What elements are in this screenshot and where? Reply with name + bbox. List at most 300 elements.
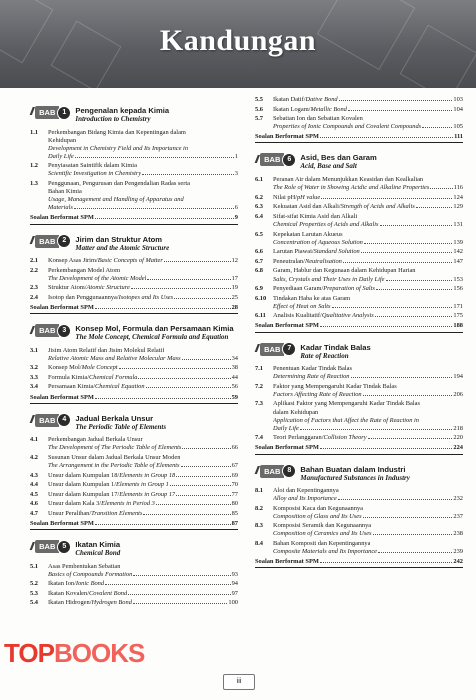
entry-body bbox=[48, 347, 238, 363]
toc-text bbox=[48, 510, 142, 518]
toc-line bbox=[48, 481, 238, 489]
toc-line bbox=[273, 276, 463, 284]
toc-line bbox=[48, 383, 238, 391]
entry-title-en: Elements in Period 3 bbox=[101, 500, 155, 508]
page-ref: 103 bbox=[453, 96, 463, 103]
toc-entry bbox=[30, 162, 238, 178]
toc-line bbox=[48, 374, 238, 382]
toc-text bbox=[273, 312, 374, 320]
toc-text: Aplikasi Faktor yang Mempengaruhi Kadar Tindak Balas bbox=[273, 400, 420, 408]
toc-line bbox=[273, 513, 463, 521]
page-ref: 206 bbox=[453, 390, 463, 398]
page-ref: 80 bbox=[231, 500, 238, 508]
leader-dots bbox=[95, 524, 231, 525]
toc-entry bbox=[30, 129, 238, 161]
entry-body bbox=[48, 491, 238, 499]
entry-body bbox=[273, 176, 463, 192]
entry-body bbox=[48, 563, 238, 579]
toc-line bbox=[48, 145, 238, 153]
section-number: 5.2 bbox=[30, 580, 38, 588]
entry-body bbox=[48, 129, 238, 161]
toc-line bbox=[273, 373, 463, 381]
leader-dots bbox=[351, 377, 453, 378]
toc-line bbox=[48, 590, 238, 598]
spm-label: Soalan Berformat SPM bbox=[30, 214, 94, 222]
toc-text: Kehidupan bbox=[48, 136, 77, 144]
chapter-titles bbox=[300, 153, 463, 171]
entry-title-en: Strength of Acids and Alkalis bbox=[340, 203, 415, 211]
toc-text: The Development of the Atomic Model bbox=[48, 274, 147, 282]
toc-right-column bbox=[255, 96, 463, 570]
page-ref: 104 bbox=[453, 105, 463, 113]
toc-entry bbox=[30, 267, 238, 283]
chapter-number: 7 bbox=[282, 342, 296, 356]
toc-entry bbox=[255, 434, 463, 442]
toc-line bbox=[48, 196, 238, 204]
toc-text bbox=[273, 203, 415, 211]
toc-text: Sifat-sifat Kimia Asid dan Alkali bbox=[273, 212, 358, 220]
entry-title-en: Dative Bond bbox=[305, 96, 338, 103]
chapter-heading bbox=[30, 324, 238, 342]
leader-dots bbox=[338, 499, 453, 500]
entry-title-ms: Ikatan Hidrogen/ bbox=[48, 599, 92, 607]
entry-title-en: Chemical Equation bbox=[95, 383, 145, 391]
toc-text: Susunan Unsur dalam Jadual Berkala Unsur Moden bbox=[48, 453, 181, 461]
toc-line bbox=[48, 472, 238, 480]
spm-questions-line bbox=[30, 214, 238, 224]
toc-line bbox=[273, 184, 463, 192]
toc-entry bbox=[30, 364, 238, 372]
toc-text: The Role of Water in Showing Acidic and Alkaline Properties bbox=[273, 184, 430, 192]
toc-line bbox=[48, 180, 238, 188]
toc-entry bbox=[255, 96, 463, 104]
page-ref: 19 bbox=[231, 284, 238, 292]
section-number: 4.6 bbox=[30, 500, 38, 508]
spm-questions-line bbox=[30, 304, 238, 314]
chapter-titles bbox=[300, 465, 463, 483]
entry-title-en: Transition Elements bbox=[91, 509, 143, 517]
leader-dots bbox=[181, 466, 231, 467]
leader-dots bbox=[128, 594, 230, 595]
page-ref: 156 bbox=[453, 285, 463, 293]
slash-icon: // bbox=[30, 106, 33, 119]
leader-dots bbox=[146, 387, 231, 388]
entry-title-en: Elements in Group 17 bbox=[119, 490, 176, 498]
chapter-heading bbox=[30, 235, 238, 253]
page-ref: 139 bbox=[453, 238, 463, 246]
toc-line bbox=[273, 400, 463, 408]
entry-body bbox=[273, 383, 463, 399]
section-number: 8.3 bbox=[255, 522, 263, 530]
toc-line bbox=[273, 123, 463, 131]
toc-text: Komposisi Seramik dan Kegunaannya bbox=[273, 522, 372, 530]
chapter-title-en: Chemical Bond bbox=[75, 549, 121, 558]
page-ref: 59 bbox=[231, 393, 238, 401]
toc-line bbox=[273, 365, 463, 373]
entry-title-ms: Analisis Kualitatif/ bbox=[273, 312, 322, 320]
chapter-badge bbox=[30, 324, 71, 337]
toc-text: Usage, Management and Handling of Apparatus and bbox=[48, 196, 184, 204]
page-ref: 129 bbox=[453, 203, 463, 211]
toc-text: Jisim Atom Relatif dan Jisim Molekul Relatif bbox=[48, 346, 165, 354]
chapter-title-ms: Konsep Mol, Formula dan Persamaan Kimia bbox=[75, 324, 234, 334]
leader-dots bbox=[156, 504, 231, 505]
leader-dots bbox=[376, 289, 453, 290]
toc-line bbox=[273, 285, 463, 293]
toc-entry bbox=[30, 510, 238, 518]
toc-text: Application of Factors that Affect the Rate of Reaction in bbox=[273, 416, 419, 424]
section-number: 5.5 bbox=[255, 96, 263, 103]
toc-line bbox=[48, 188, 238, 196]
leader-dots bbox=[375, 316, 453, 317]
section-number: 6.6 bbox=[255, 248, 263, 256]
toc-text: Perkembangan Jadual Berkala Unsur bbox=[48, 436, 143, 444]
section-number: 4.5 bbox=[30, 490, 38, 498]
toc-entry bbox=[255, 295, 463, 311]
toc-line bbox=[273, 425, 463, 433]
leader-dots bbox=[348, 110, 453, 111]
toc-line bbox=[48, 129, 238, 137]
entry-body bbox=[48, 257, 238, 265]
logo-text-a: TOP bbox=[4, 638, 54, 668]
toc-text: Basics of Compounds Formation bbox=[48, 570, 133, 578]
toc-text bbox=[273, 106, 347, 114]
chapter-title-ms: Pengenalan kepada Kimia bbox=[75, 106, 170, 115]
page-ref: 153 bbox=[453, 275, 463, 283]
page-ref: 28 bbox=[231, 304, 238, 311]
entry-title-ms: Ikatan Logam/ bbox=[273, 105, 311, 113]
toc-text: Properties of Ionic Compounds and Covalent Compounds bbox=[273, 123, 422, 131]
page-ref: 239 bbox=[453, 548, 463, 556]
toc-line bbox=[48, 462, 238, 470]
section-number: 6.7 bbox=[255, 257, 263, 265]
slash-icon: // bbox=[30, 324, 33, 337]
entry-title-ms: Ikatan Kovalen/ bbox=[48, 589, 89, 597]
entry-title-en: Hydrogen Bond bbox=[91, 599, 132, 607]
chapter-badge bbox=[255, 465, 296, 478]
toc-line bbox=[273, 203, 463, 211]
toc-line bbox=[48, 257, 238, 265]
toc-entry bbox=[255, 312, 463, 320]
leader-dots bbox=[386, 280, 453, 281]
toc-text bbox=[48, 294, 173, 302]
page-ref: 124 bbox=[453, 193, 463, 201]
chapter-number: 6 bbox=[282, 153, 296, 167]
page-ref: 116 bbox=[453, 184, 463, 192]
chapter-badge bbox=[30, 235, 71, 248]
leader-dots bbox=[182, 448, 230, 449]
toc-entry bbox=[30, 436, 238, 452]
entry-body bbox=[273, 487, 463, 503]
toc-text: Perkembangan Model Atom bbox=[48, 266, 121, 274]
entry-body bbox=[273, 400, 463, 432]
entry-title-en: Elements in Group 1 bbox=[115, 481, 169, 489]
page-ref: 93 bbox=[231, 570, 238, 578]
entry-title-ms: Teori Perlanggaran/ bbox=[273, 434, 324, 442]
leader-dots bbox=[105, 584, 231, 585]
leader-dots bbox=[176, 495, 230, 496]
toc-text: Garam, Hablur dan Kegunaan dalam Kehidupan Harian bbox=[273, 267, 416, 275]
page-ref: 6 bbox=[234, 204, 238, 212]
toc-entry bbox=[255, 203, 463, 211]
chapter-title-ms: Asid, Bes dan Garam bbox=[300, 153, 377, 163]
toc-line bbox=[48, 275, 238, 283]
spm-label: Soalan Berformat SPM bbox=[30, 520, 94, 527]
page-ref: 85 bbox=[231, 509, 238, 517]
page-ref: 238 bbox=[453, 530, 463, 538]
chapter-badge bbox=[30, 106, 71, 119]
section-number: 5.7 bbox=[255, 115, 263, 123]
toc-entry bbox=[30, 284, 238, 292]
section-number: 3.4 bbox=[30, 383, 38, 391]
entry-body bbox=[48, 580, 238, 588]
entry-title-en: Basic Concepts of Matter bbox=[97, 257, 163, 265]
toc-entry bbox=[255, 231, 463, 247]
toc-text: Chemical Properties of Acids and Alkalis bbox=[273, 220, 379, 228]
toc-text bbox=[48, 590, 127, 598]
page-ref: 69 bbox=[231, 471, 238, 479]
bab-label: BAB bbox=[260, 343, 284, 356]
entry-body bbox=[273, 434, 463, 442]
toc-line bbox=[273, 383, 463, 391]
leader-dots bbox=[363, 517, 453, 518]
chapter-titles bbox=[75, 235, 238, 253]
page-ref: 67 bbox=[231, 461, 238, 469]
leader-dots bbox=[373, 534, 453, 535]
toc-line bbox=[273, 176, 463, 184]
page-ref: 175 bbox=[453, 312, 463, 320]
toc-entry bbox=[30, 599, 238, 607]
chapter-title-ms: Jadual Berkala Unsur bbox=[75, 413, 154, 423]
chapter-title-ms: Kadar Tindak Balas bbox=[300, 342, 371, 352]
toc-text: Alloy and Its Importance bbox=[273, 495, 337, 503]
toc-line bbox=[273, 221, 463, 229]
leader-dots bbox=[138, 378, 230, 379]
section-number: 3.3 bbox=[30, 373, 38, 381]
entry-body bbox=[48, 481, 238, 489]
section-number: 6.10 bbox=[255, 294, 267, 302]
chapter-title-en: Rate of Reaction bbox=[300, 351, 349, 360]
chapter-heading bbox=[30, 414, 238, 432]
chapter-number: 5 bbox=[57, 540, 71, 554]
spm-label: Soalan Berformat SPM bbox=[30, 304, 94, 311]
toc-text bbox=[48, 580, 104, 588]
toc-entry bbox=[30, 481, 238, 489]
page-ref: 142 bbox=[453, 248, 463, 256]
page-ref: 131 bbox=[453, 220, 463, 228]
toc-line bbox=[48, 347, 238, 355]
toc-entry bbox=[30, 491, 238, 499]
entry-title-ms: Unsur dalam Kumpulan 18/ bbox=[48, 471, 120, 479]
spm-label: Soalan Berformat SPM bbox=[255, 558, 319, 566]
toc-text bbox=[48, 257, 163, 265]
chapter-heading bbox=[255, 343, 463, 361]
toc-entry bbox=[255, 487, 463, 503]
page-ref: 17 bbox=[231, 274, 238, 282]
entry-body bbox=[48, 383, 238, 391]
entry-body bbox=[273, 505, 463, 521]
section-number: 6.3 bbox=[255, 203, 263, 211]
leader-dots bbox=[332, 307, 453, 308]
toc-text bbox=[273, 248, 360, 256]
toc-text: Composition of Glass and Its Uses bbox=[273, 512, 362, 520]
chapter-number: 8 bbox=[282, 464, 296, 478]
toc-text bbox=[273, 258, 342, 266]
leader-dots bbox=[430, 188, 452, 189]
section-number: 6.4 bbox=[255, 212, 263, 220]
toc-line bbox=[273, 530, 463, 538]
toc-line bbox=[48, 571, 238, 579]
toc-entry bbox=[30, 472, 238, 480]
bab-label: BAB bbox=[35, 235, 59, 248]
leader-dots bbox=[131, 288, 231, 289]
toc-entry bbox=[30, 500, 238, 508]
page-ref: 194 bbox=[453, 373, 463, 381]
toc-entry bbox=[255, 176, 463, 192]
entry-title-en: Atomic Structure bbox=[86, 284, 130, 292]
section-number: 8.4 bbox=[255, 540, 263, 548]
toc-entry bbox=[255, 194, 463, 202]
entry-title-ms: Konsep Mol/ bbox=[48, 364, 82, 372]
toc-line bbox=[273, 540, 463, 548]
entry-title-en: Standard Solution bbox=[313, 248, 360, 256]
leader-dots bbox=[164, 261, 231, 262]
entry-body bbox=[273, 312, 463, 320]
leader-dots bbox=[320, 326, 453, 327]
bab-label: BAB bbox=[260, 153, 284, 166]
section-number: 6.5 bbox=[255, 230, 263, 238]
leader-dots bbox=[416, 207, 453, 208]
entry-title-en: Mole Concept bbox=[81, 364, 118, 372]
leader-dots bbox=[95, 218, 234, 219]
spm-label: Soalan Berformat SPM bbox=[255, 444, 319, 452]
chapter-title-en: Manufactured Substances in Industry bbox=[300, 473, 410, 482]
toc-entry bbox=[30, 347, 238, 363]
section-number: 1.2 bbox=[30, 162, 38, 170]
toc-text: Kepekatan Larutan Akueus bbox=[273, 230, 343, 238]
toc-line bbox=[273, 194, 463, 202]
toc-line bbox=[48, 267, 238, 275]
header-banner bbox=[0, 0, 476, 88]
entry-title-ms: Penyediaan Garam/ bbox=[273, 285, 324, 293]
entry-body bbox=[273, 248, 463, 256]
spm-questions-line bbox=[255, 322, 463, 332]
spm-label: Soalan Berformat SPM bbox=[30, 393, 94, 401]
toc-left-column bbox=[30, 96, 238, 609]
toc-text: Perkembangan Bidang Kimia dan Kepentingan dalam bbox=[48, 128, 186, 136]
section-number: 2.3 bbox=[30, 284, 38, 292]
spm-label: Soalan Berformat SPM bbox=[255, 133, 319, 141]
logo-text-b: BOOKS bbox=[53, 638, 145, 668]
toc-text: Peranan Air dalam Menunjukkan Keasidan dan Kealkalian bbox=[273, 175, 424, 183]
leader-dots bbox=[378, 552, 452, 553]
section-number: 3.1 bbox=[30, 346, 38, 354]
entry-title-ms: Kekuatan Asid dan Alkali/ bbox=[273, 203, 341, 211]
chapter-title-en: Introduction to Chemistry bbox=[75, 115, 151, 123]
leader-dots bbox=[320, 562, 453, 563]
bab-label: BAB bbox=[35, 414, 59, 427]
toc-line bbox=[273, 312, 463, 320]
leader-dots bbox=[147, 279, 230, 280]
toc-line bbox=[48, 510, 238, 518]
toc-text bbox=[48, 383, 145, 391]
toc-line bbox=[273, 231, 463, 239]
toc-text: The Arrangement in the Periodic Table of Elements bbox=[48, 461, 180, 469]
leader-dots bbox=[74, 208, 234, 209]
entry-title-ms: Persamaan Kimia/ bbox=[48, 383, 96, 391]
leader-dots bbox=[321, 198, 452, 199]
chapter-title-en: Matter and the Atomic Structure bbox=[75, 243, 170, 252]
chapter-titles bbox=[75, 324, 238, 342]
entry-title-en: Neutralisation bbox=[304, 257, 342, 265]
leader-dots bbox=[133, 603, 228, 604]
leader-dots bbox=[343, 262, 453, 263]
entry-title-ms: Peneutralan/ bbox=[273, 257, 305, 265]
toc-entry bbox=[30, 294, 238, 302]
chapter-titles bbox=[75, 540, 238, 558]
toc-line bbox=[273, 548, 463, 556]
entry-title-ms: Unsur dalam Kumpulan 1/ bbox=[48, 481, 116, 489]
toc-line bbox=[273, 96, 463, 104]
entry-body bbox=[273, 96, 463, 104]
chapter-badge bbox=[30, 414, 71, 427]
page-ref: 38 bbox=[231, 364, 238, 372]
toc-line bbox=[273, 248, 463, 256]
section-number: 6.1 bbox=[255, 175, 263, 183]
section-number: 2.2 bbox=[30, 266, 38, 274]
entry-title-en: Chemical Formula bbox=[89, 373, 138, 381]
toc-entry bbox=[255, 285, 463, 293]
entry-body bbox=[48, 599, 238, 607]
toc-line bbox=[273, 239, 463, 247]
entry-title-ms: Isotop dan Penggunaannya/ bbox=[48, 293, 119, 301]
toc-line bbox=[48, 500, 238, 508]
entry-body bbox=[48, 510, 238, 518]
toc-entry bbox=[30, 383, 238, 391]
toc-text bbox=[48, 599, 132, 607]
toc-line bbox=[273, 106, 463, 114]
toc-line bbox=[48, 153, 238, 161]
toc-line bbox=[273, 258, 463, 266]
page-ref: 242 bbox=[453, 558, 463, 566]
leader-dots bbox=[422, 127, 452, 128]
entry-title-en: Collision Theory bbox=[323, 434, 367, 442]
toc-text bbox=[48, 284, 130, 292]
entry-body bbox=[273, 285, 463, 293]
toc-line bbox=[273, 115, 463, 123]
toc-line bbox=[48, 204, 238, 212]
entry-title-en: Metallic Bond bbox=[310, 105, 347, 113]
entry-body bbox=[48, 436, 238, 452]
spm-questions-line bbox=[30, 520, 238, 530]
toc-text: Penyiasatan Saintifik dalam Kimia bbox=[48, 162, 137, 170]
entry-body bbox=[273, 194, 463, 202]
chapter-title-en: The Periodic Table of Elements bbox=[75, 422, 167, 431]
toc-entry bbox=[30, 590, 238, 598]
entry-body bbox=[273, 540, 463, 556]
leader-dots bbox=[368, 438, 453, 439]
chapter-badge bbox=[30, 540, 71, 553]
page-ref: 1 bbox=[234, 152, 238, 160]
toc-line bbox=[273, 295, 463, 303]
toc-text: Penggunaan, Pengurusan dan Pengendalian Radas serta bbox=[48, 180, 190, 188]
entry-title-ms: Konsep Asas Jirim/ bbox=[48, 257, 98, 265]
toc-text: Development in Chemistry Field and Its Importance in bbox=[48, 144, 189, 152]
leader-dots bbox=[176, 476, 230, 477]
page-ref: 44 bbox=[231, 373, 238, 381]
toc-entry bbox=[255, 383, 463, 399]
toc-line bbox=[273, 505, 463, 513]
